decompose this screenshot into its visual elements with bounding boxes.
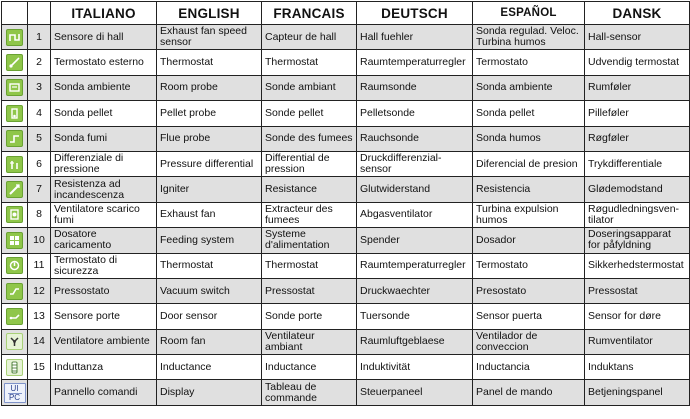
table-row — [2, 151, 690, 176]
cell-dansk: Sensor for døre — [585, 304, 690, 329]
cell-english: Igniter — [157, 177, 262, 202]
cell-english: Display — [157, 380, 262, 405]
header-icon-col — [2, 2, 28, 25]
row-number: 8 — [28, 202, 51, 227]
cell-english: Thermostat — [157, 50, 262, 75]
cell-deutsch: Rauchsonde — [357, 126, 473, 151]
row-icon-cell — [2, 177, 28, 202]
row-number: 1 — [28, 25, 51, 50]
header-number-col — [28, 2, 51, 25]
cell-english: Exhaust fan speed sensor — [157, 25, 262, 50]
cell-deutsch: Pelletsonde — [357, 101, 473, 126]
cell-italiano: Pressostato — [51, 278, 157, 303]
cell-francais: Resistance — [262, 177, 357, 202]
cell-espanol: Sonda regulad. Veloc. Turbina humos — [473, 25, 585, 50]
cell-english: Inductance — [157, 355, 262, 380]
pellet-probe-icon — [6, 105, 23, 122]
cell-francais: Sonde pellet — [262, 101, 357, 126]
row-number — [28, 380, 51, 405]
row-number: 4 — [28, 101, 51, 126]
cell-espanol: Sonda ambiente — [473, 75, 585, 100]
row-icon-cell — [2, 25, 28, 50]
cell-francais: Sonde des fumees — [262, 126, 357, 151]
door-sensor-icon — [6, 308, 23, 325]
cell-espanol: Turbina expulsion humos — [473, 202, 585, 227]
row-number: 11 — [28, 253, 51, 278]
cell-dansk: Hall-sensor — [585, 25, 690, 50]
cell-espanol: Inductancia — [473, 355, 585, 380]
row-number: 3 — [28, 75, 51, 100]
table-row — [2, 304, 690, 329]
row-icon-cell — [2, 253, 28, 278]
cell-italiano: Sensore di hall — [51, 25, 157, 50]
cell-deutsch: Induktivität — [357, 355, 473, 380]
row-number: 13 — [28, 304, 51, 329]
flue-probe-icon — [6, 130, 23, 147]
row-number: 6 — [28, 151, 51, 176]
table-row — [2, 329, 690, 354]
cell-english: Pellet probe — [157, 101, 262, 126]
cell-italiano: Termostato esterno — [51, 50, 157, 75]
cell-francais: Ventilateur ambiant — [262, 329, 357, 354]
cell-dansk: Rumføler — [585, 75, 690, 100]
cell-italiano: Pannello comandi — [51, 380, 157, 405]
row-icon-cell — [2, 101, 28, 126]
cell-espanol: Resistencia — [473, 177, 585, 202]
inductance-icon — [6, 359, 23, 376]
row-icon-cell — [2, 278, 28, 303]
cell-dansk: Udvendig termostat — [585, 50, 690, 75]
cell-espanol: Termostato — [473, 253, 585, 278]
cell-deutsch: Glutwiderstand — [357, 177, 473, 202]
cell-english: Vacuum switch — [157, 278, 262, 303]
header-row — [2, 2, 690, 25]
cell-espanol: Diferencial de presion — [473, 151, 585, 176]
cell-francais: Extracteur des fumees — [262, 202, 357, 227]
table-row — [2, 25, 690, 50]
ui-label: UI — [10, 383, 19, 393]
cell-francais: Thermostat — [262, 50, 357, 75]
row-number: 7 — [28, 177, 51, 202]
header-italiano: ITALIANO — [51, 2, 157, 25]
row-number: 15 — [28, 355, 51, 380]
cell-francais: Sonde porte — [262, 304, 357, 329]
cell-english: Room fan — [157, 329, 262, 354]
cell-francais: Systeme d'alimentation — [262, 228, 357, 253]
cell-deutsch: Abgasventilator — [357, 202, 473, 227]
cell-dansk: Pressostat — [585, 278, 690, 303]
cell-english: Feeding system — [157, 228, 262, 253]
cell-italiano: Ventilatore scarico fumi — [51, 202, 157, 227]
table-row — [2, 75, 690, 100]
table-row — [2, 101, 690, 126]
cell-italiano: Ventilatore ambiente — [51, 329, 157, 354]
row-icon-cell — [2, 304, 28, 329]
ui-pc-display-icon — [4, 383, 26, 403]
feeding-system-icon — [6, 232, 23, 249]
table-row — [2, 380, 690, 405]
cell-deutsch: Druckwaechter — [357, 278, 473, 303]
row-number: 5 — [28, 126, 51, 151]
cell-italiano: Sensore porte — [51, 304, 157, 329]
cell-english: Thermostat — [157, 253, 262, 278]
cell-espanol: Sonda humos — [473, 126, 585, 151]
cell-francais: Differential de pression — [262, 151, 357, 176]
cell-italiano: Resistenza ad incandescenza — [51, 177, 157, 202]
exhaust-fan-icon — [6, 206, 23, 223]
cell-italiano: Induttanza — [51, 355, 157, 380]
row-icon-cell — [2, 75, 28, 100]
cell-dansk: Induktans — [585, 355, 690, 380]
header-deutsch: DEUTSCH — [357, 2, 473, 25]
table-row — [2, 126, 690, 151]
cell-english: Flue probe — [157, 126, 262, 151]
cell-francais: Capteur de hall — [262, 25, 357, 50]
cell-francais: Thermostat — [262, 253, 357, 278]
cell-italiano: Sonda pellet — [51, 101, 157, 126]
table-row — [2, 202, 690, 227]
cell-dansk: Sikkerhedstermostat — [585, 253, 690, 278]
header-francais: FRANCAIS — [262, 2, 357, 25]
cell-espanol: Panel de mando — [473, 380, 585, 405]
row-icon-cell — [2, 355, 28, 380]
row-icon-cell — [2, 380, 28, 405]
row-icon-cell — [2, 202, 28, 227]
cell-italiano: Termostato di sicurezza — [51, 253, 157, 278]
room-fan-icon — [6, 333, 23, 350]
table-row — [2, 355, 690, 380]
cell-francais: Sonde ambiant — [262, 75, 357, 100]
row-icon-cell — [2, 50, 28, 75]
room-probe-icon — [6, 79, 23, 96]
cell-deutsch: Raumtemperaturregler — [357, 50, 473, 75]
vacuum-switch-icon — [6, 283, 23, 300]
row-number: 10 — [28, 228, 51, 253]
cell-espanol: Sensor puerta — [473, 304, 585, 329]
table-row — [2, 177, 690, 202]
cell-english: Door sensor — [157, 304, 262, 329]
cell-english: Exhaust fan — [157, 202, 262, 227]
cell-dansk: Glødemodstand — [585, 177, 690, 202]
cell-espanol: Sonda pellet — [473, 101, 585, 126]
cell-dansk: Røgudledningsven-tilator — [585, 202, 690, 227]
cell-italiano: Dosatore caricamento — [51, 228, 157, 253]
header-dansk: DANSK — [585, 2, 690, 25]
row-icon-cell — [2, 151, 28, 176]
cell-italiano: Sonda ambiente — [51, 75, 157, 100]
row-number: 14 — [28, 329, 51, 354]
row-icon-cell — [2, 228, 28, 253]
cell-espanol: Dosador — [473, 228, 585, 253]
cell-english: Pressure differential — [157, 151, 262, 176]
row-number: 12 — [28, 278, 51, 303]
cell-dansk: Rumventilator — [585, 329, 690, 354]
cell-deutsch: Steuerpaneel — [357, 380, 473, 405]
external-thermostat-icon — [6, 54, 23, 71]
table-row — [2, 50, 690, 75]
cell-dansk: Trykdifferentiale — [585, 151, 690, 176]
cell-italiano: Sonda fumi — [51, 126, 157, 151]
row-number: 2 — [28, 50, 51, 75]
table-row — [2, 253, 690, 278]
cell-deutsch: Raumsonde — [357, 75, 473, 100]
cell-dansk: Betjeningspanel — [585, 380, 690, 405]
cell-dansk: Røgføler — [585, 126, 690, 151]
table-row — [2, 278, 690, 303]
igniter-icon — [6, 181, 23, 198]
cell-espanol: Ventilador de conveccion — [473, 329, 585, 354]
cell-dansk: Pilleføler — [585, 101, 690, 126]
cell-deutsch: Tuersonde — [357, 304, 473, 329]
hall-sensor-icon — [6, 29, 23, 46]
header-english: ENGLISH — [157, 2, 262, 25]
pressure-differential-icon — [6, 156, 23, 173]
cell-francais: Tableau de commande — [262, 380, 357, 405]
cell-deutsch: Raumtemperaturregler — [357, 253, 473, 278]
cell-deutsch: Raumluftgeblaese — [357, 329, 473, 354]
cell-deutsch: Druckdifferenzial-sensor — [357, 151, 473, 176]
cell-francais: Pressostat — [262, 278, 357, 303]
cell-deutsch: Hall fuehler — [357, 25, 473, 50]
header-espanol: ESPAÑOL — [473, 2, 585, 25]
row-icon-cell — [2, 329, 28, 354]
cell-francais: Inductance — [262, 355, 357, 380]
cell-deutsch: Spender — [357, 228, 473, 253]
table-row — [2, 228, 690, 253]
cell-espanol: Termostato — [473, 50, 585, 75]
component-translation-table — [1, 1, 690, 406]
cell-dansk: Doseringsapparat for påfyldning — [585, 228, 690, 253]
cell-espanol: Presostato — [473, 278, 585, 303]
row-icon-cell — [2, 126, 28, 151]
cell-italiano: Differenziale di pressione — [51, 151, 157, 176]
pc-label: PC — [8, 392, 21, 402]
cell-english: Room probe — [157, 75, 262, 100]
safety-thermostat-icon — [6, 257, 23, 274]
